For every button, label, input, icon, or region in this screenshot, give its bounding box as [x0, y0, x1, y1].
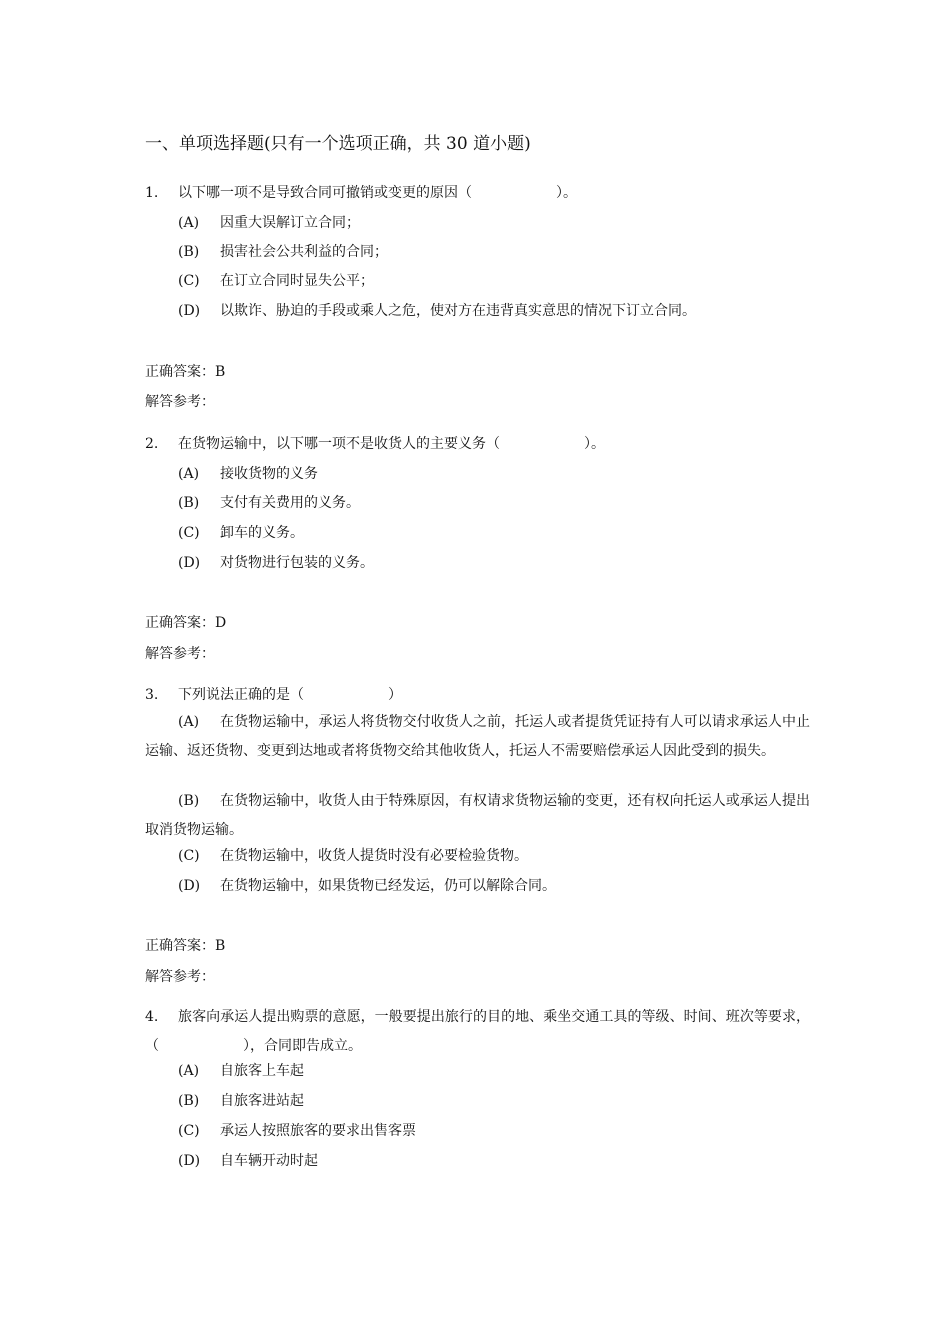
question-2-answer: 正确答案：D — [145, 615, 227, 631]
question-3-option-d — [178, 875, 556, 897]
question-2-option-b — [178, 492, 360, 514]
question-2-option-a — [178, 463, 318, 485]
option-label: (B) — [178, 1093, 200, 1109]
option-label: (A) — [178, 714, 200, 730]
option-text: 损害社会公共利益的合同； — [220, 244, 388, 260]
question-number: 2. — [145, 436, 159, 452]
option-label: (A) — [178, 466, 200, 482]
option-text: 在货物运输中，收货人提货时没有必要检验货物。 — [220, 848, 528, 864]
question-text: 下列说法正确的是（ ） — [178, 687, 402, 703]
option-text: 在货物运输中，承运人将货物交付收货人之前，托运人或者提货凭证持有人可以请求承运人中止运输、返还货物、变更到达地或者将货物交给其他收货人，托运人不需要赔偿承运人因此受到的损失。 — [145, 714, 810, 759]
option-label: (A) — [178, 215, 200, 231]
option-label: (C) — [178, 273, 200, 289]
option-label: (A) — [178, 1063, 200, 1079]
question-4-stem — [145, 1003, 810, 1061]
section-title: 一、单项选择题(只有一个选项正确，共 30 道小题) — [145, 134, 531, 154]
option-text: 对货物进行包装的义务。 — [220, 555, 374, 571]
question-3-reference: 解答参考： — [145, 969, 215, 985]
question-4-option-b — [178, 1090, 304, 1112]
question-1-option-c — [178, 270, 374, 292]
question-number: 3. — [145, 687, 159, 703]
option-text: 自旅客上车起 — [220, 1063, 304, 1079]
question-2-stem — [145, 433, 605, 455]
option-label: (D) — [178, 555, 201, 571]
question-4-option-c — [178, 1120, 416, 1142]
question-1-option-d — [178, 300, 696, 322]
question-1-answer: 正确答案：B — [145, 364, 226, 380]
question-1-stem — [145, 182, 577, 204]
question-text: 旅客向承运人提出购票的意愿，一般要提出旅行的目的地、乘坐交通工具的等级、时间、班次等要求，（ ），合同即告成立。 — [145, 1009, 810, 1054]
option-text: 支付有关费用的义务。 — [220, 495, 360, 511]
question-2-option-c — [178, 522, 304, 544]
question-3-answer: 正确答案：B — [145, 938, 226, 954]
question-number: 1. — [145, 185, 159, 201]
question-3-option-b — [145, 787, 810, 845]
question-3-option-c — [178, 845, 528, 867]
question-3-option-a — [145, 708, 810, 766]
option-text: 因重大误解订立合同； — [220, 215, 360, 231]
question-2-reference: 解答参考： — [145, 646, 215, 662]
option-label: (B) — [178, 793, 200, 809]
option-text: 以欺诈、胁迫的手段或乘人之危，使对方在违背真实意思的情况下订立合同。 — [220, 303, 696, 319]
option-label: (C) — [178, 1123, 200, 1139]
option-text: 自旅客进站起 — [220, 1093, 304, 1109]
question-4-option-a — [178, 1060, 304, 1082]
option-text: 在货物运输中，收货人由于特殊原因，有权请求货物运输的变更，还有权向托运人或承运人提出取消货物运输。 — [145, 793, 810, 838]
option-text: 在货物运输中，如果货物已经发运，仍可以解除合同。 — [220, 878, 556, 894]
question-text: 在货物运输中，以下哪一项不是收货人的主要义务（ ）。 — [178, 436, 605, 452]
option-text: 接收货物的义务 — [220, 466, 318, 482]
question-2-option-d — [178, 552, 374, 574]
question-4-option-d — [178, 1150, 318, 1172]
question-1-reference: 解答参考： — [145, 394, 215, 410]
question-number: 4. — [145, 1009, 159, 1025]
option-label: (D) — [178, 878, 201, 894]
question-3-stem — [145, 684, 402, 706]
option-text: 承运人按照旅客的要求出售客票 — [220, 1123, 416, 1139]
question-1-option-a — [178, 212, 360, 234]
option-label: (D) — [178, 1153, 201, 1169]
option-text: 在订立合同时显失公平； — [220, 273, 374, 289]
option-text: 卸车的义务。 — [220, 525, 304, 541]
option-label: (B) — [178, 244, 200, 260]
option-label: (C) — [178, 848, 200, 864]
option-label: (C) — [178, 525, 200, 541]
option-label: (B) — [178, 495, 200, 511]
question-1-option-b — [178, 241, 388, 263]
question-text: 以下哪一项不是导致合同可撤销或变更的原因（ ）。 — [178, 185, 577, 201]
option-label: (D) — [178, 303, 201, 319]
option-text: 自车辆开动时起 — [220, 1153, 318, 1169]
